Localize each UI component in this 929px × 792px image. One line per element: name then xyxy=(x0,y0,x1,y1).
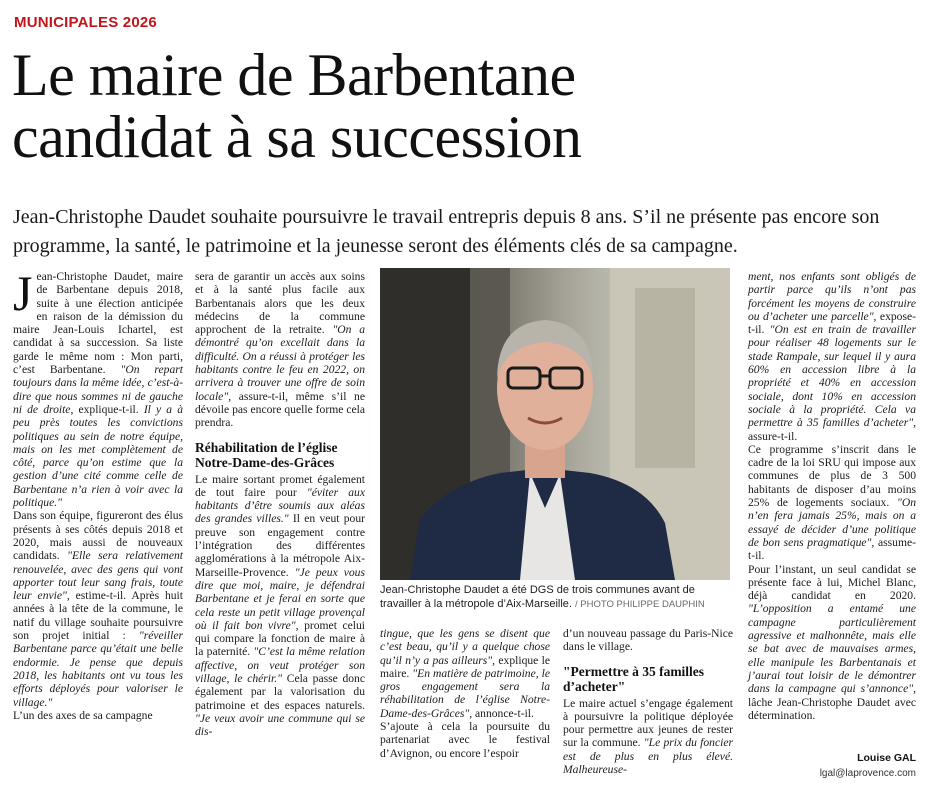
subheading: "Permettre à 35 familles d’acheter" xyxy=(563,663,705,694)
drop-cap: J xyxy=(13,265,33,321)
standfirst: Jean-Christophe Daudet souhaite poursuivre le travail entrepris depuis 8 ans. S’il ne présente pas encore son programme, la santé, le patrimoine et la jeunesse seront des éléments clés de sa campagne. xyxy=(13,206,880,257)
quote: "On repart toujours dans la même idée, c’est-à-dire que nous sommes ni de gauche ni de droite, xyxy=(13,363,183,416)
text: explique-t-il. xyxy=(73,402,144,416)
text: assure-t-il. xyxy=(748,429,798,443)
paragraph xyxy=(195,270,365,430)
text: assume-t-il. xyxy=(748,535,916,563)
quote: "On a démontré qu’on excellait dans la difficulté. On a réussi à protéger les habitants contre le feu en 2022, on arrivera à trouver une offre de soin locale", xyxy=(195,323,365,403)
paragraph xyxy=(748,563,916,723)
paragraph xyxy=(13,509,183,708)
paragraph xyxy=(563,697,733,777)
section-kicker: MUNICIPALES 2026 xyxy=(14,14,157,31)
portrait-photo xyxy=(380,268,730,580)
paragraph xyxy=(195,473,365,739)
text: lâche Jean-Christophe Daudet avec détermination. xyxy=(748,695,916,722)
text: promet celui qui compare la fonction de maire à la paternité. xyxy=(195,618,365,659)
quote: "Je veux avoir une commune qui se dis- xyxy=(195,711,365,739)
article-column-5 xyxy=(748,270,916,722)
article-column-1 xyxy=(13,265,183,722)
photo-caption xyxy=(380,583,732,612)
quote: Il y a à peu près toutes les convictions politiques au sein de notre équipe, mais on les met complètement de côté, parce qu’on estime que la gestion d’une cité comme celle de Barbentane n’a rien à voir avec la politique." xyxy=(13,402,183,510)
headline-line-2: candidat à sa succession xyxy=(12,104,582,170)
quote: "éviter aux habitants d’être soumis aux aléas des grandes villes." xyxy=(195,485,365,526)
text: Ce programme s’inscrit dans le cadre de la loi SRU qui impose aux communes de plus de 3 500 habitants de disposer d’au moins 25% de logements sociaux. xyxy=(748,442,916,510)
caption-text: Jean-Christophe Daudet a été DGS de trois communes avant de travailler à la métropole d’Aix-Marseille. xyxy=(380,584,695,610)
paragraph: d’un nouveau passage du Paris-Nice dans le village. xyxy=(563,627,733,654)
author-signature: Louise GAL xyxy=(857,752,916,764)
text: expose-t-il. xyxy=(748,309,916,337)
photo-credit: / PHOTO PHILIPPE DAUPHIN xyxy=(575,599,705,610)
text: Il en veut pour preuve son engagement contre l’intégration des différentes agglomérations à la métropole Aix-Marseille-Provence. xyxy=(195,512,365,579)
text: ean-Christophe Daudet, maire de Barbentane depuis 2018, suite à une élection anticipée en raison de la démission du maire Jean-Louis Ichartel, est candidat à sa succession. Sa liste garde le même nom : Mon parti, c’est Barbentane. xyxy=(13,270,183,377)
quote: "On n’en fera jamais 25%, mais on a essayé de décider d’une politique de bon sens pragmatique", xyxy=(748,496,916,549)
portrait-illustration xyxy=(380,268,730,580)
article-column-3 xyxy=(380,627,550,760)
quote: "On est en train de travailler pour réaliser 48 logements sur le stade Rampale, sur lequel il y aura 60% en accession libre à la propriété et 40% en accession sociale, dont 10% en accession sociale à la propriété. Cela va permettre à 35 familles d’acheter", xyxy=(748,323,917,430)
paragraph xyxy=(13,265,183,510)
quote: "C’est la même relation affective, on veut protéger son village, le chérir." xyxy=(195,645,365,686)
text: Pour l’instant, un seul candidat se présente face à lui, Michel Blanc, déjà candidat en 2020. xyxy=(748,562,916,603)
text: sera de garantir un accès aux soins et à la santé plus facile aux Barbentanais alors que les deux médecins de la commune approchent de la retraite. xyxy=(195,270,365,337)
article-column-2 xyxy=(195,270,365,739)
quote: "Je peux vous dire que moi, maire, je défendrai Barbentane et je ferai en sorte que cela reste un petit village provençal où il fait bon vivre", xyxy=(195,565,365,632)
text: Dans son équipe, figureront des élus présents à ses côtés depuis 2018 et 2020, mais aussi de nouveaux candidats. xyxy=(13,509,183,563)
quote: ment, nos enfants sont obligés de partir parce qu’ils n’ont pas forcément les moyens de construire ou d’acheter une parcelle", xyxy=(748,270,916,323)
headline xyxy=(12,44,922,168)
quote: "En matière de patrimoine, le gros engagement sera la réhabilitation de l’église Notre-Dame-des-Grâces", xyxy=(380,666,550,720)
text: annonce-t-il. xyxy=(472,706,534,720)
paragraph xyxy=(380,627,550,720)
paragraph xyxy=(748,443,916,563)
paragraph xyxy=(748,270,916,443)
paragraph: S’ajoute à cela la poursuite du partenariat avec le festival d’Avignon, ou encore l’espoir xyxy=(380,720,550,760)
text: Le maire sortant promet également de tout faire pour xyxy=(195,472,365,499)
quote: "L’opposition a entamé une campagne particulièrement agressive et malhonnête, mais elle se bat avec de mauvaises armes, elle manipule les Barbentanais et j’aurai tout loisir de le démontrer dans la campagne qui s’annonce", xyxy=(748,602,916,696)
text: Le maire actuel s’engage également à poursuivre la politique déployée pour permettre aux jeunes de rester sur la commune. xyxy=(563,696,733,750)
author-email[interactable]: lgal@laprovence.com xyxy=(819,768,916,779)
text: estime-t-il. Après huit années à la tête de la commune, le natif du village souhaite poursuivre son projet initial : xyxy=(13,589,183,643)
subheading: Réhabilitation de l’église Notre-Dame-des-Grâces xyxy=(195,439,338,470)
text: explique le maire. xyxy=(380,653,551,680)
text: Cela passe donc également par la valorisation du patrimoine et des espaces naturels. xyxy=(195,672,365,712)
quote: "Le prix du foncier est de plus en plus élevé. Malheureuse- xyxy=(563,736,733,777)
headline-line-1: Le maire de Barbentane xyxy=(12,42,576,108)
paragraph: L’un des axes de sa campagne xyxy=(13,708,153,722)
quote: tingue, que les gens se disent que c’est beau, qu’il y a quelque chose qu’il n’y a pas ailleurs", xyxy=(380,627,550,667)
text: assure-t-il, même s’il ne dévoile pas encore quelle forme cela prendra. xyxy=(195,389,365,430)
quote: "réveiller Barbentane parce qu’était une belle endormie. Je pense que depuis 2018, les habitants ont vu tous les efforts déployés pour valoriser le village." xyxy=(13,629,183,709)
article-column-4 xyxy=(563,627,733,776)
quote: "Elle sera relativement renouvelée, avec des gens qui vont apporter tout leur sang frais, toute leur envie", xyxy=(13,549,183,603)
